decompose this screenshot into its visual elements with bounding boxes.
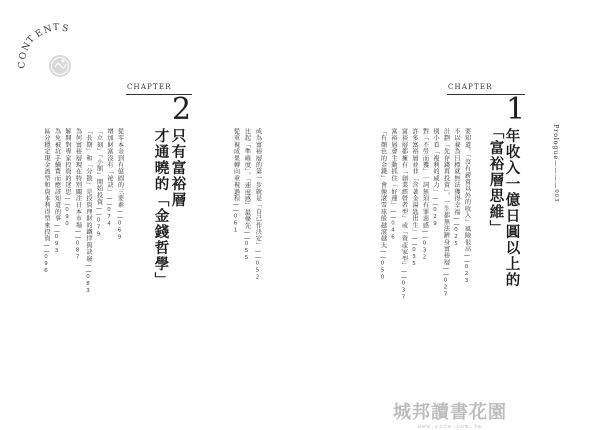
chapter2b-entry-page: 093 [53,233,60,255]
chapter1-entry-text: 「有顏色的金錢」會像滾雪球般越滾越大 [379,128,387,249]
chapter2b-entry-leader: —— [85,262,92,274]
contents-letter: C [17,61,28,69]
chapter1-entry-text: 計劃「先存錢再投資」，一生都無法躋身富裕層 [442,128,450,266]
chapter1-heading-line2: 「富裕層思維」 [487,124,504,236]
chapter2-heading-line2: 才通曉的「金錢哲學」 [152,128,169,288]
chapter1-entry-page: 035 [411,247,417,269]
chapter2b-entry-page: 083 [85,274,91,295]
prologue-page: 003 [553,189,559,203]
contents-letter: S [61,23,70,35]
chapter2b-entry [64,128,71,228]
chapter1-entry-leader: —— [432,195,439,207]
watermark-sub: www.cite.com.tw [417,424,483,430]
chapter2-word: CHAPTER [127,83,172,91]
chapter1-entry-page: 050 [379,260,386,282]
chapter2b-entry [106,128,113,228]
chapter2b-entry [74,128,81,262]
chapter2b-entry-leader: —— [43,241,50,254]
chapter2a-entry-leader: —— [243,229,251,241]
chapter2a-entry-page: 055 [243,241,250,262]
chapter2a-entry [243,128,250,262]
chapter1-entry-leader: —— [411,235,418,248]
chapter2a-entry-text: 從重視成果轉向重視過程 [232,128,240,202]
chapter1-entry [442,128,449,299]
chapter1-entry-text: 對「不勞而獲」一詞無須有罪惡感 [421,128,429,229]
chapter2b-entry [116,128,123,241]
chapter2b-entry [53,128,60,255]
contents-letter: T [25,34,38,46]
chapter2a-entry-text: 成為富裕層的第一步就是「自己作決定」 [254,128,262,249]
chapter1-entry-text: 要知道，「沒有薪資以外的收入」風險很高 [463,128,471,253]
chapter1-entry-page: 023 [463,264,470,286]
chapter1-entry [390,128,397,241]
chapter2b-entry-leader: —— [95,205,103,218]
chapter1-entry-page: 032 [421,240,428,262]
chapter2b-entry [95,128,102,238]
chapter1-entry-page: 025 [453,227,459,249]
chapter1-entry [463,128,470,285]
chapter1-entry-page: 037 [400,280,407,302]
chapter2b-entry-text: 為免被坑手續費而應該知道的事 [53,128,61,222]
chapter1-entry-page: 046 [390,220,396,242]
chapter1-heading-line1: 年收入一億日圓以上的 [503,128,520,288]
prologue-entry [552,124,560,203]
chapter2b-entry-text: 「長期」和「分散」是投資理財的鐵律與訣竅 [85,128,92,262]
chapter2b-entry-page: 090 [64,207,70,228]
contents-letter: T [52,22,60,34]
chapter1-entry [379,128,386,282]
chapter1-entry-text: 許多富裕層並非「含著金湯匙出生」 [411,128,418,236]
chapter1-entry-leader: —— [463,252,471,265]
watermark [380,398,520,430]
contents-badge [8,22,78,82]
chapter1-entry-leader: —— [379,248,387,261]
chapter1-entry-leader: —— [390,208,397,221]
contents-letter: O [17,51,30,61]
chapter2b-entry-page: 096 [43,253,49,275]
chapter2a-entry-leader: —— [254,248,262,261]
prologue-leader: ———— [552,159,560,190]
chapter2b-entry-leader: —— [116,208,124,221]
chapter2b-entry-leader: —— [64,195,71,207]
prologue-label: Prologue [552,124,560,160]
chapter1-entry-text: 富裕層都擁有「創業經營者型」或「資產家型」 [400,128,408,269]
chapter2b-entry-page: 087 [74,240,81,262]
chapter2a-entry [254,128,261,282]
chapter2a-entry-page: 061 [232,213,239,235]
chapter2a-entry-leader: —— [232,201,240,214]
chapter2b-entry-leader: —— [53,221,61,234]
chapter2a-entry-page: 052 [254,260,261,282]
chapter2a-entry-text: 比起「準確度」，「速度感」最優先 [243,128,251,229]
chapter1-entry [421,128,428,262]
chapter2b-entry-text: 增加財富沒有「祕訣」 [106,128,113,195]
chapter2b-entry-page: 079 [95,217,102,239]
chapter1-entry [432,128,439,228]
chapter2b-entry [43,128,50,275]
chapter1-entry-page: 029 [432,207,438,228]
chapter1-entry [400,128,407,302]
chapter1-entry [411,128,418,268]
chapter1-entry [453,128,460,248]
chapter1-word: CHAPTER [448,83,493,91]
chapter1-entry-leader: —— [442,265,450,278]
contents-letter: N [20,41,34,54]
chapter1-entry-leader: —— [400,268,408,281]
chapter2b-entry-leader: —— [106,195,113,207]
chapter2b-entry-leader: —— [74,228,82,241]
chapter2b-entry-page: 069 [116,220,123,242]
chapter2-number: 2 [172,92,192,127]
watermark-main: 城邦讀書花園 [393,402,507,423]
contents-letter: E [33,27,45,40]
chapter1-entry-text: 不以養為目標就無法獲得幸福 [453,128,460,216]
chapter2a-entry [232,128,239,235]
chapter2b-entry-text: 區分穩定現金流型和資本利得型來投資 [43,128,50,242]
chapter1-entry-text: 別小看「複利的威力」 [432,128,439,195]
chapter2-heading-line1: 只有富裕層 [169,128,186,208]
chapter1-entry-text: 富裕層會主動抓住「好運」 [390,128,397,209]
chapter2b-entry-text: 從零本金到有億圓的三要素 [116,128,124,209]
chapter2b-entry-page: 074 [106,207,112,228]
chapter2b-entry-text: 解開對專家投資的迷思 [64,128,71,195]
chapter1-entry-page: 027 [442,277,449,299]
chapter2b-entry-text: 「立刻」「小額」開始投資 [95,128,103,206]
contents-letter: N [42,23,54,36]
chapter2b-entry-text: 為何富裕層現在特別關注日本市場 [74,128,82,229]
chapter1-entry-leader: —— [453,215,460,228]
chapter2b-entry [85,128,92,295]
chapter1-number: 1 [506,92,526,127]
chapter1-entry-leader: —— [421,228,429,241]
